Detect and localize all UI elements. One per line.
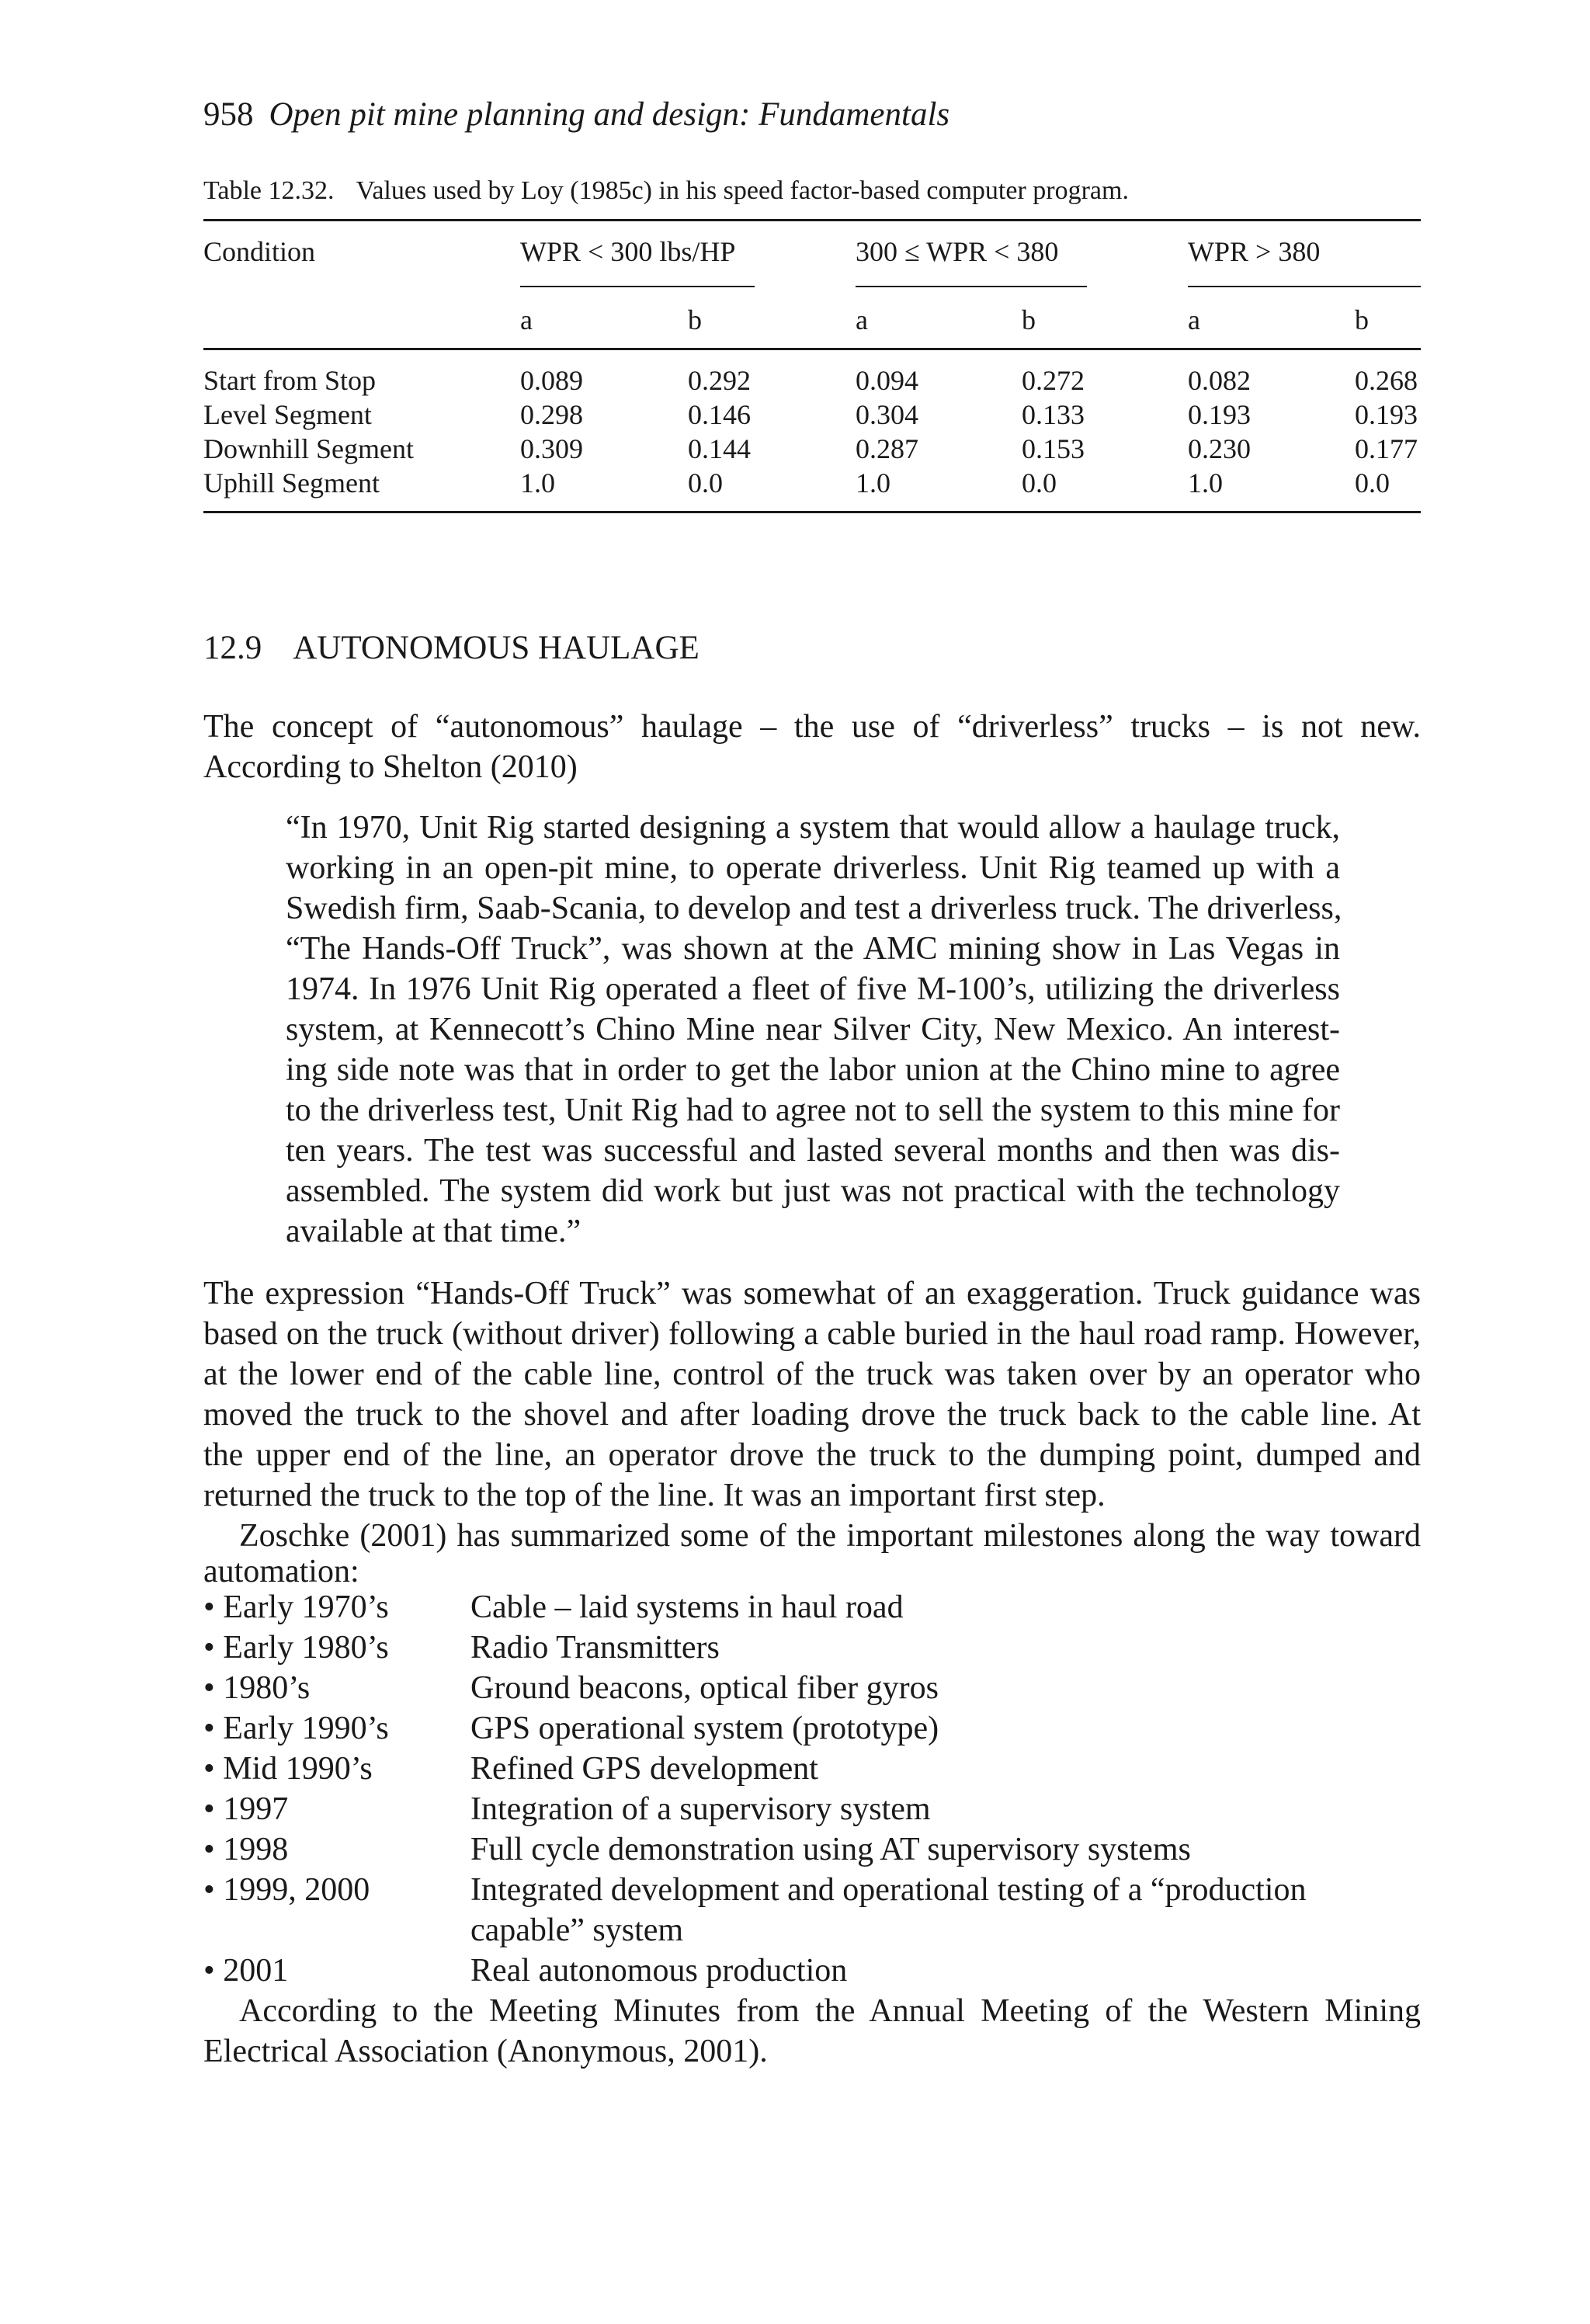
- quote-line: working in an open-pit mine, to operate driverless. Unit Rig teamed up with a: [286, 850, 1340, 886]
- text-line: based on the truck (without driver) following a cable buried in the haul road ramp. However,: [203, 1316, 1421, 1352]
- quote-line: system, at Kennecott’s Chino Mine near Silver City, New Mexico. An interest-: [286, 1012, 1340, 1047]
- milestone-period: • Early 1970’s: [203, 1589, 389, 1625]
- row-condition: Uphill Segment: [203, 467, 380, 498]
- table-caption-text: Values used by Loy (1985c) in his speed factor-based computer program.: [356, 176, 1129, 205]
- table-caption: [203, 172, 1129, 210]
- table-cell: 0.153: [1022, 433, 1085, 464]
- milestone-event: Cable – laid systems in haul road: [470, 1589, 904, 1625]
- block-quote: [286, 808, 1340, 1252]
- milestone-event: Integrated development and operational testing of a “production capable” system: [470, 1872, 1307, 1948]
- group-rule-2: [856, 286, 1087, 287]
- milestone-event: Full cycle demonstration using AT supervisory systems: [470, 1832, 1191, 1867]
- text-line: moved the truck to the shovel and after loading drove the truck back to the cable line. At: [203, 1397, 1421, 1433]
- quote-line: ten years. The test was successful and lasted several months and then was dis-: [286, 1133, 1340, 1169]
- table-cell: 1.0: [520, 467, 555, 498]
- paragraph-zoschke: [203, 1516, 1421, 1587]
- paragraph-meeting-minutes: [203, 1991, 1421, 2072]
- text-line: Zoschke (2001) has summarized some of the important milestones along the way toward: [239, 1518, 1421, 1554]
- table-header-rule: [203, 348, 1421, 350]
- text-line: the upper end of the line, an operator drove the truck to the dumping point, dumped and: [203, 1437, 1421, 1473]
- running-title: Open pit mine planning and design: Fundamentals: [269, 96, 950, 133]
- milestone-event: Radio Transmitters: [470, 1630, 720, 1666]
- table-cell: 0.133: [1022, 399, 1085, 430]
- table-cell: 0.193: [1355, 399, 1418, 430]
- group-header-3: WPR > 380: [1188, 236, 1321, 267]
- milestone-period: • 1998: [203, 1832, 289, 1867]
- row-condition: Level Segment: [203, 399, 372, 430]
- table-cell: 0.272: [1022, 365, 1085, 396]
- text-line: According to the Meeting Minutes from the Annual Meeting of the Western Mining: [239, 1993, 1421, 2029]
- table-label: Table 12.32.: [203, 176, 335, 205]
- table-cell: 0.230: [1188, 433, 1251, 464]
- text-line: automation:: [203, 1554, 359, 1589]
- text-line: The expression “Hands-Off Truck” was somewhat of an exaggeration. Truck guidance was: [203, 1276, 1421, 1311]
- table-bottom-rule: [203, 511, 1421, 513]
- table-cell: 0.309: [520, 433, 583, 464]
- table-cell: 0.193: [1188, 399, 1251, 430]
- quote-line: 1974. In 1976 Unit Rig operated a fleet of five M-100’s, utilizing the driverless: [286, 971, 1340, 1007]
- text-line: According to Shelton (2010): [203, 749, 578, 785]
- milestone-period: • 1999, 2000: [203, 1872, 370, 1908]
- table-cell: 0.0: [1355, 467, 1390, 498]
- group-header-2: 300 ≤ WPR < 380: [856, 236, 1059, 267]
- quote-line: “In 1970, Unit Rig started designing a system that would allow a haulage truck,: [286, 810, 1340, 846]
- running-head: [203, 92, 949, 138]
- table-cell: 1.0: [856, 467, 890, 498]
- quote-line: to the driverless test, Unit Rig had to agree not to sell the system to this mine for: [286, 1093, 1340, 1128]
- table-cell: 0.304: [856, 399, 918, 430]
- text-line: returned the truck to the top of the line. It was an important first step.: [203, 1478, 1106, 1513]
- text-line: at the lower end of the cable line, control of the truck was taken over by an operator who: [203, 1357, 1421, 1392]
- quote-line: Swedish firm, Saab-Scania, to develop and test a driverless truck. The driverless,: [286, 891, 1342, 926]
- table-cell: 0.292: [688, 365, 751, 396]
- sub-header: a: [1188, 304, 1200, 335]
- milestone-period: • Early 1980’s: [203, 1630, 389, 1666]
- table-top-rule: [203, 219, 1421, 221]
- group-rule-1: [520, 286, 755, 287]
- row-condition: Start from Stop: [203, 365, 376, 396]
- paragraph-hands-off-truck: [203, 1273, 1421, 1516]
- text-line: The concept of “autonomous” haulage – the use of “driverless” trucks – is not new.: [203, 709, 1421, 745]
- group-rule-3: [1188, 286, 1421, 287]
- milestone-period: • Early 1990’s: [203, 1711, 389, 1746]
- milestone-period: • 1980’s: [203, 1670, 311, 1706]
- table-cell: 0.094: [856, 365, 918, 396]
- quote-line: available at that time.”: [286, 1214, 581, 1249]
- section-title: AUTONOMOUS HAULAGE: [293, 630, 700, 666]
- quote-line: “The Hands-Off Truck”, was shown at the AMC mining show in Las Vegas in: [286, 931, 1340, 967]
- table-cell: 0.298: [520, 399, 583, 430]
- text-line: Electrical Association (Anonymous, 2001).: [203, 2034, 768, 2069]
- sub-header: a: [856, 304, 868, 335]
- table-cell: 0.082: [1188, 365, 1251, 396]
- row-condition: Downhill Segment: [203, 433, 414, 464]
- condition-header: Condition: [203, 236, 316, 267]
- milestone-event: Refined GPS development: [470, 1751, 818, 1787]
- table-cell: 0.177: [1355, 433, 1418, 464]
- section-heading: [203, 626, 700, 671]
- table-cell: 0.089: [520, 365, 583, 396]
- table-cell: 0.0: [688, 467, 723, 498]
- table-cell: 1.0: [1188, 467, 1223, 498]
- sub-header: b: [688, 304, 702, 335]
- quote-line: ing side note was that in order to get the labor union at the Chino mine to agree: [286, 1052, 1340, 1088]
- group-header-1: WPR < 300 lbs/HP: [520, 236, 736, 267]
- table-cell: 0.144: [688, 433, 751, 464]
- milestone-event: Real autonomous production: [470, 1953, 848, 1989]
- milestone-event: Ground beacons, optical fiber gyros: [470, 1670, 939, 1706]
- table-cell: 0.146: [688, 399, 751, 430]
- intro-paragraph: [203, 707, 1421, 787]
- milestone-period: • 1997: [203, 1791, 289, 1827]
- quote-line: assembled. The system did work but just was not practical with the technology: [286, 1173, 1340, 1209]
- section-number: 12.9: [203, 630, 262, 666]
- sub-header: a: [520, 304, 533, 335]
- milestone-period: • 2001: [203, 1953, 289, 1989]
- milestone-event: GPS operational system (prototype): [470, 1711, 939, 1746]
- table-cell: 0.0: [1022, 467, 1057, 498]
- table-cell: 0.287: [856, 433, 918, 464]
- milestone-event: Integration of a supervisory system: [470, 1791, 931, 1827]
- page-number: 958: [203, 96, 254, 133]
- milestone-period: • Mid 1990’s: [203, 1751, 373, 1787]
- table-cell: 0.268: [1355, 365, 1418, 396]
- sub-header: b: [1355, 304, 1369, 335]
- sub-header: b: [1022, 304, 1036, 335]
